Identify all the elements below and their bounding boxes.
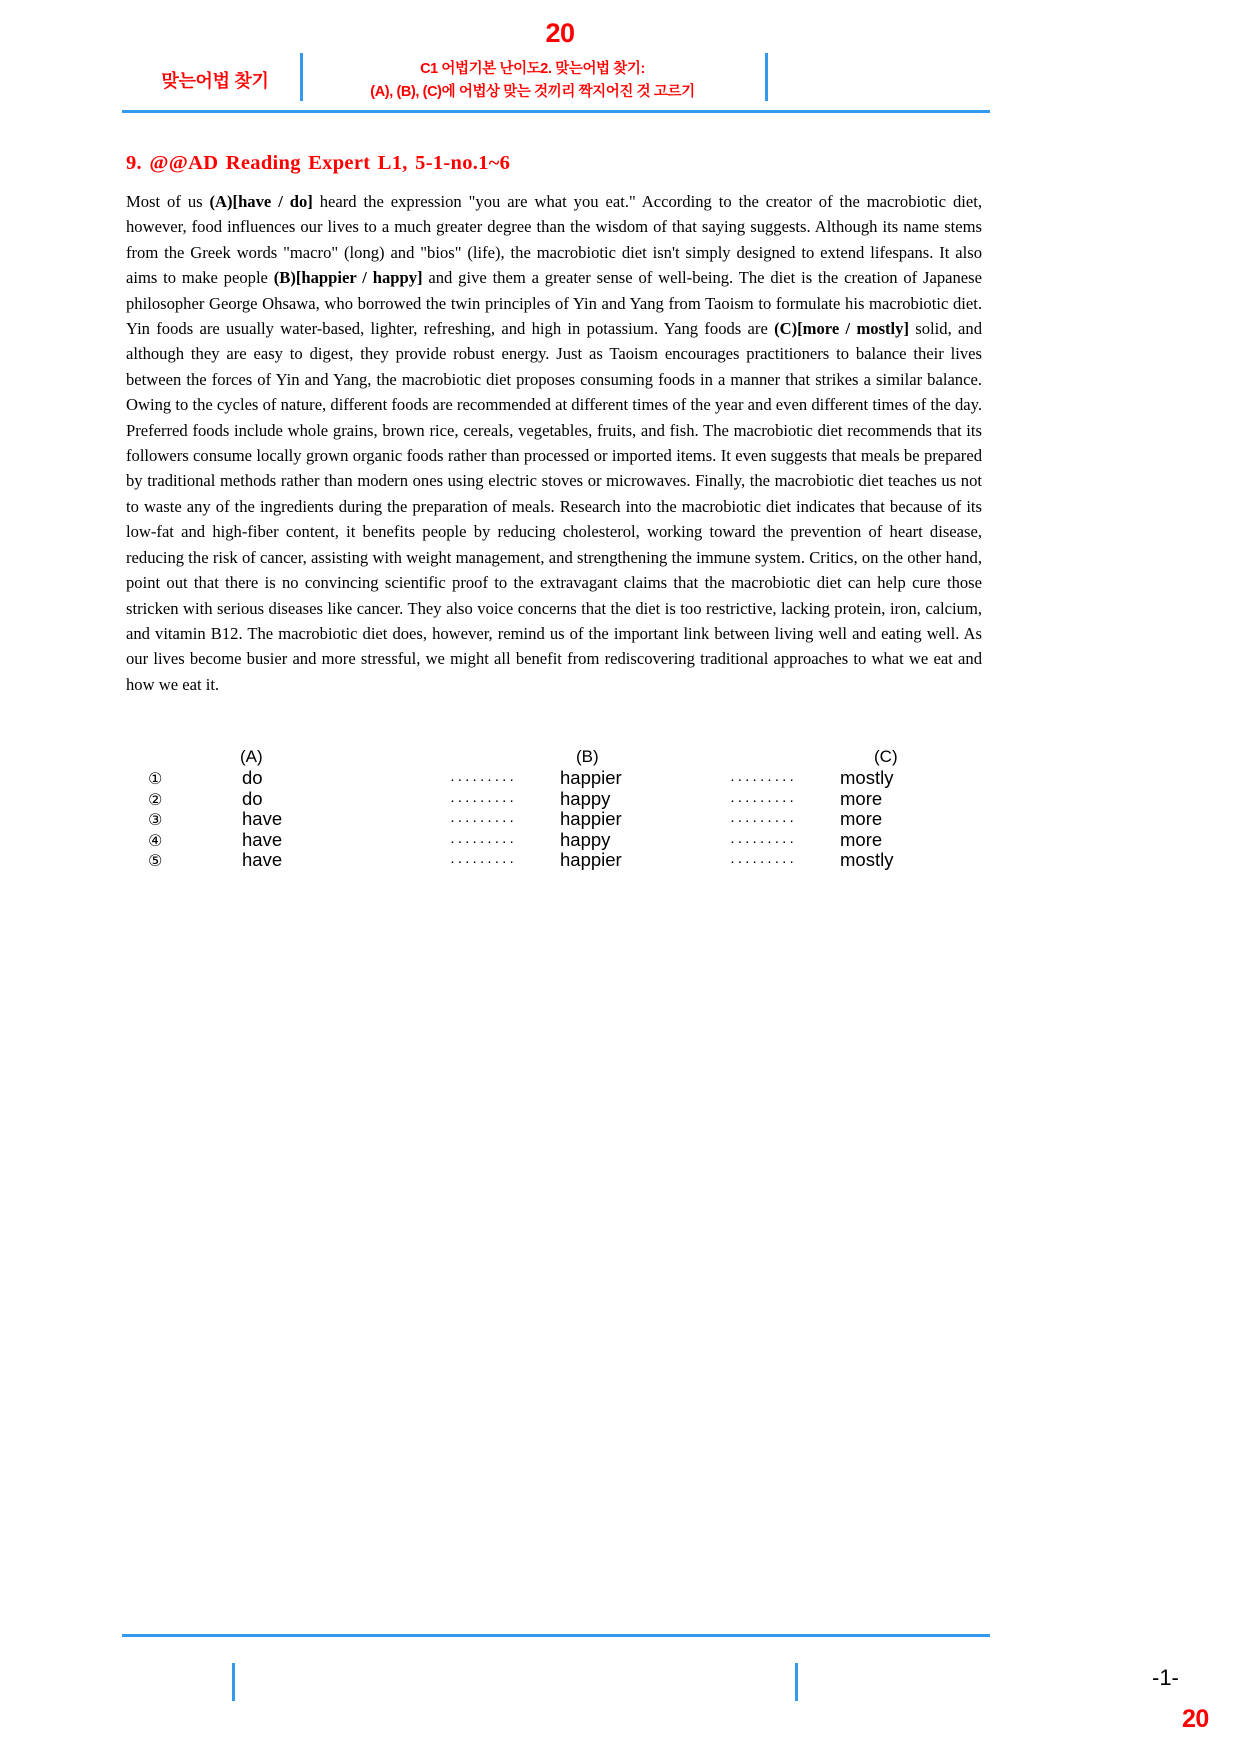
column-header-c: (C): [874, 747, 898, 766]
page-header: [0, 0, 1240, 118]
leader-dots-2: ·········: [730, 771, 797, 788]
leader-dots-2: ·········: [730, 832, 797, 850]
leader-dots-1: ·········: [450, 771, 517, 788]
choice-marker: ⑤: [148, 853, 163, 870]
passage-run: heard the expression "you are what you eat." According to the creator of the macrobiotic diet, however, food influences our lives to a much greater degree than the wisdom of that saying suggests. Although its name stems from the Greek words "macro" (long) and "bios" (life), the macrobiotic diet isn't simply designed to extend lifespans. It also aims to make people: [126, 192, 982, 288]
leader-dots-2: ·········: [730, 853, 797, 870]
footer-corner-number: 20: [1182, 1705, 1209, 1733]
passage-run: solid, and although they are easy to digest, they provide robust energy. Just as Taoism encourages practitioners to balance their lives between the forces of Yin and Yang, the macrobiotic diet proposes consuming foods in a manner that strikes a similar balance. Owing to the cycles of nature, different foods are recommended at different times of the year and even different times of the day. Preferred foods include whole grains, brown rice, cereals, vegetables, fruits, and fish. The macrobiotic diet recommends that its followers consume locally grown organic foods rather than processed or imported items. It even suggests that meals be prepared by traditional methods rather than modern ones using electric stoves or microwaves. Finally, the macrobiotic diet teaches us not to waste any of the ingredients during the preparation of meals. Research into the macrobiotic diet indicates that because of its low-fat and high-fiber content, it benefits people by reducing cholesterol, working toward the prevention of heart disease, reducing the risk of cancer, assisting with weight management, and strengthening the immune system. Critics, on the other hand, point out that there is no convincing scientific proof to the extravagant claims that the macrobiotic diet can help cure those stricken with serious diseases like cancer. They also voice concerns that the diet is too restrictive, lacking protein, iron, calcium, and vitamin B12. The macrobiotic diet does, however, remind us of the important link between living well and eating well. As our lives become busier and more stressful, we might all benefit from rediscovering traditional approaches to what we eat and how we eat it.: [126, 319, 982, 694]
footer-divider-right: [795, 1663, 798, 1701]
question-block: [126, 152, 982, 697]
choice-value-a: do: [242, 787, 263, 809]
question-title: 9. @@AD Reading Expert L1, 5-1-no.1~6: [126, 152, 511, 174]
leader-dots-1: ·········: [450, 812, 517, 829]
passage-bold-choice: (A)[have / do]: [209, 192, 313, 211]
choice-value-c: mostly: [840, 767, 894, 788]
leader-dots-2: ·········: [730, 791, 797, 809]
choice-value-b: happier: [560, 808, 622, 829]
choice-value-b: happy: [560, 828, 611, 850]
leader-dots-1: ·········: [450, 791, 517, 809]
footer-page-marker: -1-: [1152, 1665, 1179, 1690]
header-subtitle-line1: C1 어법기본 난이도2. 맞는어법 찾기:: [420, 61, 645, 77]
choice-marker: ④: [148, 832, 163, 850]
choice-value-b: happier: [560, 767, 622, 788]
passage-run: Most of us: [126, 192, 210, 211]
choice-value-b: happier: [560, 849, 622, 870]
choice-value-c: more: [840, 808, 883, 829]
choice-value-a: have: [242, 808, 283, 829]
choice-value-a: have: [242, 849, 283, 870]
passage-bold-choice: (B)[happier / happy]: [273, 268, 423, 288]
leader-dots-1: ·········: [450, 832, 517, 850]
column-header-b: (B): [576, 747, 599, 766]
choice-value-b: happy: [560, 787, 611, 809]
choice-rows-container: [140, 767, 900, 870]
header-divider-right: [765, 53, 768, 101]
choice-value-c: more: [840, 787, 883, 809]
choice-marker: ①: [148, 771, 163, 788]
choice-value-c: mostly: [840, 849, 894, 870]
passage-run: and give them a greater sense of well-being. The diet is the creation of Japanese philosopher George Ohsawa, who borrowed the twin principles of Yin and Yang from Taoism to formulate his macrobiotic diet. Yin foods are usually water-based, lighter, refreshing, and high in potassium. Yang foods are: [126, 268, 982, 339]
header-divider-left: [300, 53, 303, 101]
choices-header-row: [140, 745, 900, 767]
header-category-label: 맞는어법 찾기: [161, 71, 269, 91]
choice-marker: ②: [148, 791, 163, 809]
choice-row[interactable]: [140, 788, 900, 809]
header-subtitle-line2: (A), (B), (C)에 어법상 맞는 것끼리 짝지어진 것 고르기: [370, 84, 695, 100]
header-subtitle: [305, 58, 760, 104]
choice-value-a: do: [242, 767, 263, 788]
column-header-a: (A): [240, 747, 263, 766]
header-page-number: 20: [545, 18, 575, 48]
choice-row[interactable]: [140, 829, 900, 850]
choice-row[interactable]: [140, 849, 900, 870]
choice-value-a: have: [242, 828, 283, 850]
answer-choices-table: [140, 745, 900, 870]
header-horizontal-rule: [122, 110, 990, 113]
choice-marker: ③: [148, 812, 163, 829]
passage-bold-choice: (C)[more / mostly]: [774, 319, 909, 339]
leader-dots-2: ·········: [730, 812, 797, 829]
footer-divider-left: [232, 1663, 235, 1701]
leader-dots-1: ·········: [450, 853, 517, 870]
choice-row[interactable]: [140, 767, 900, 788]
choice-value-c: more: [840, 828, 883, 850]
passage-text: [126, 189, 982, 697]
footer-horizontal-rule: [122, 1634, 990, 1637]
choice-row[interactable]: [140, 808, 900, 829]
